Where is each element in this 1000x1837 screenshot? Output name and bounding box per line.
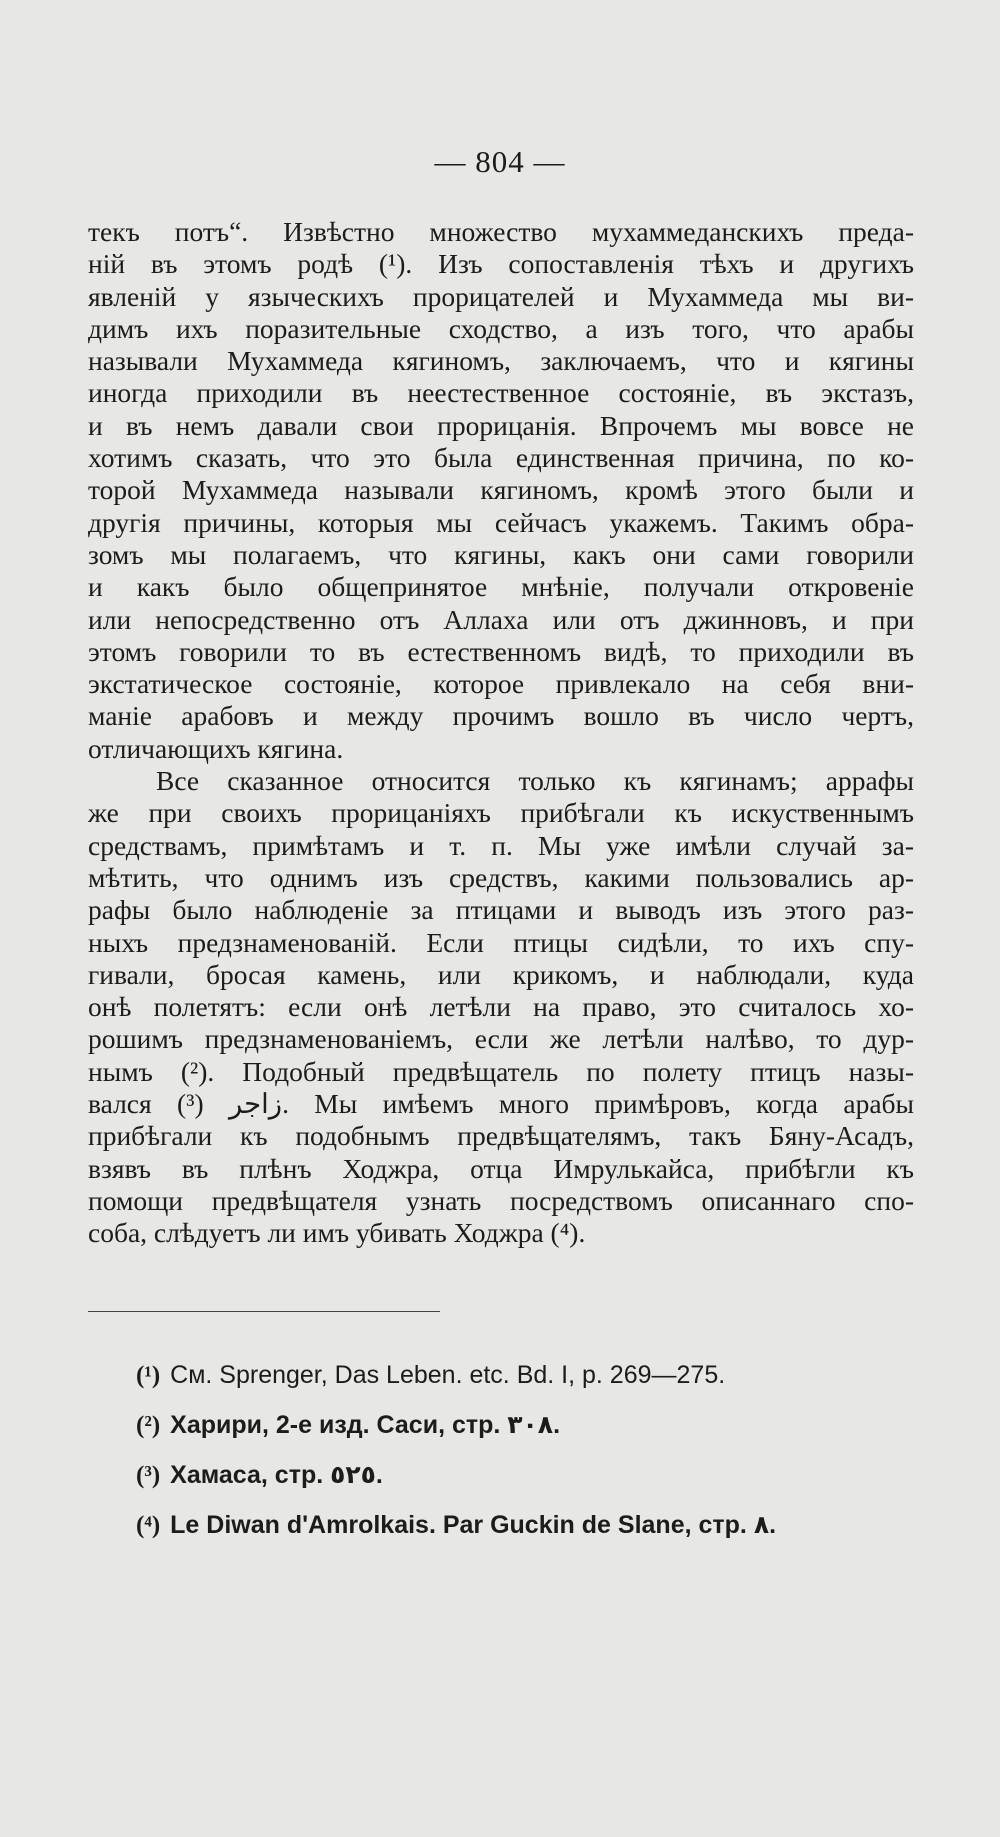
text-line: соба, слѣдуетъ ли имъ убивать Ходжра (⁴). (88, 1217, 586, 1249)
text-line: текъ потъ“. Извѣстно множество мухаммеданскихъ преда- (88, 216, 914, 247)
text-line: экстатическое состоянiе, которое привлекало на себя вни- (88, 668, 914, 700)
text-line: нымъ (²). Подобный предвѣщатель по полету птицъ назы- (88, 1055, 914, 1087)
text-line: называли Мухаммеда кягиномъ, заключаемъ, что и кягины (88, 345, 914, 377)
page-number: — 804 — (434, 144, 566, 179)
text-line: манiе арабовъ и между прочимъ вошло въ число чертъ, (88, 700, 914, 732)
footnote-text: См. Sprenger, Das Leben. etc. Bd. I, p. 269—275. (170, 1361, 726, 1389)
footnote-number: (¹) (136, 1362, 161, 1389)
text-line: мѣтить, что однимъ изъ средствъ, какими пользовались ар- (88, 861, 914, 893)
footnote-text: Le Diwan d'Amrolkais. Par Guckin de Slane, стр. ٨. (170, 1511, 777, 1539)
text-line: нiй въ этомъ родѣ (¹). Изъ сопоставленiя тѣхъ и другихъ (88, 248, 914, 280)
text-line: помощи предвѣщателя узнать посредствомъ описаннаго спо- (88, 1184, 914, 1216)
text-line: ныхъ предзнаменованiй. Если птицы сидѣли, то ихъ спу- (88, 926, 914, 958)
text-line: и въ немъ давали свои прорицанiя. Впрочемъ мы вовсе не (88, 409, 914, 441)
footnote-text: Харири, 2-е изд. Саси, стр. ٣٠٨. (170, 1411, 561, 1439)
footnote-4 (136, 1500, 916, 1550)
text-line: прибѣгали къ подобнымъ предвѣщателямъ, такъ Бяну-Асадъ, (88, 1120, 914, 1152)
footnote-number: (²) (136, 1412, 161, 1439)
text-line: вался زاجر (³). Мы имѣемъ много примѣровъ, когда арабы (88, 1088, 914, 1120)
footnote-1 (136, 1350, 916, 1400)
text-line: другiя причины, которыя мы сейчасъ укажемъ. Такимъ обра- (88, 506, 914, 538)
text-line: гивали, бросая камень, или крикомъ, и наблюдали, куда (88, 958, 914, 990)
footnote-2 (136, 1400, 916, 1450)
text-line: хотимъ сказать, что это была единственная причина, по ко- (88, 442, 914, 474)
text-line: отличающихъ кягина. (88, 732, 344, 764)
text-line: явленiй у языческихъ прорицателей и Мухаммеда мы ви- (88, 280, 914, 312)
text-line: же при своихъ прорицанiяхъ прибѣгали къ искуственнымъ (88, 797, 914, 829)
text-line: средствамъ, примѣтамъ и т. п. Мы уже имѣли случай за- (88, 829, 914, 861)
footnote-divider (88, 1311, 440, 1312)
text-line: рафы было наблюденiе за птицами и выводъ изъ этого раз- (88, 894, 914, 926)
footnote-number: (⁴) (136, 1512, 161, 1539)
footnote-number: (³) (136, 1462, 161, 1489)
text-line: или непосредственно отъ Аллаха или отъ джинновъ, и при (88, 603, 914, 635)
text-line: этомъ говорили то въ естественномъ видѣ, то приходили въ (88, 635, 914, 667)
text-line: онѣ полетятъ: если онѣ летѣли на право, это считалось хо- (88, 991, 914, 1023)
text-line: Все сказанное относится только къ кягинамъ; аррафы (156, 765, 914, 797)
text-line: димъ ихъ поразительные сходство, а изъ того, что арабы (88, 312, 914, 344)
footnote-text: Хамаса, стр. ٥٢٥. (170, 1461, 383, 1489)
text-line: иногда приходили въ неестественное состоянiе, въ экстазъ, (88, 377, 914, 409)
text-line: зомъ мы полагаемъ, что кягины, какъ они сами говорили (88, 538, 914, 570)
text-line: торой Мухаммеда называли кягиномъ, кромѣ этого были и (88, 474, 914, 506)
text-line: и какъ было общепринятое мнѣнiе, получали откровенiе (88, 571, 914, 603)
text-line: взявъ въ плѣнъ Ходжра, отца Имрулькайса, прибѣгли къ (88, 1152, 914, 1184)
body-text (88, 216, 914, 1250)
footnote-3 (136, 1450, 916, 1500)
footnotes (136, 1350, 916, 1550)
text-line: рошимъ предзнаменованiемъ, если же летѣли налѣво, то дур- (88, 1023, 914, 1055)
